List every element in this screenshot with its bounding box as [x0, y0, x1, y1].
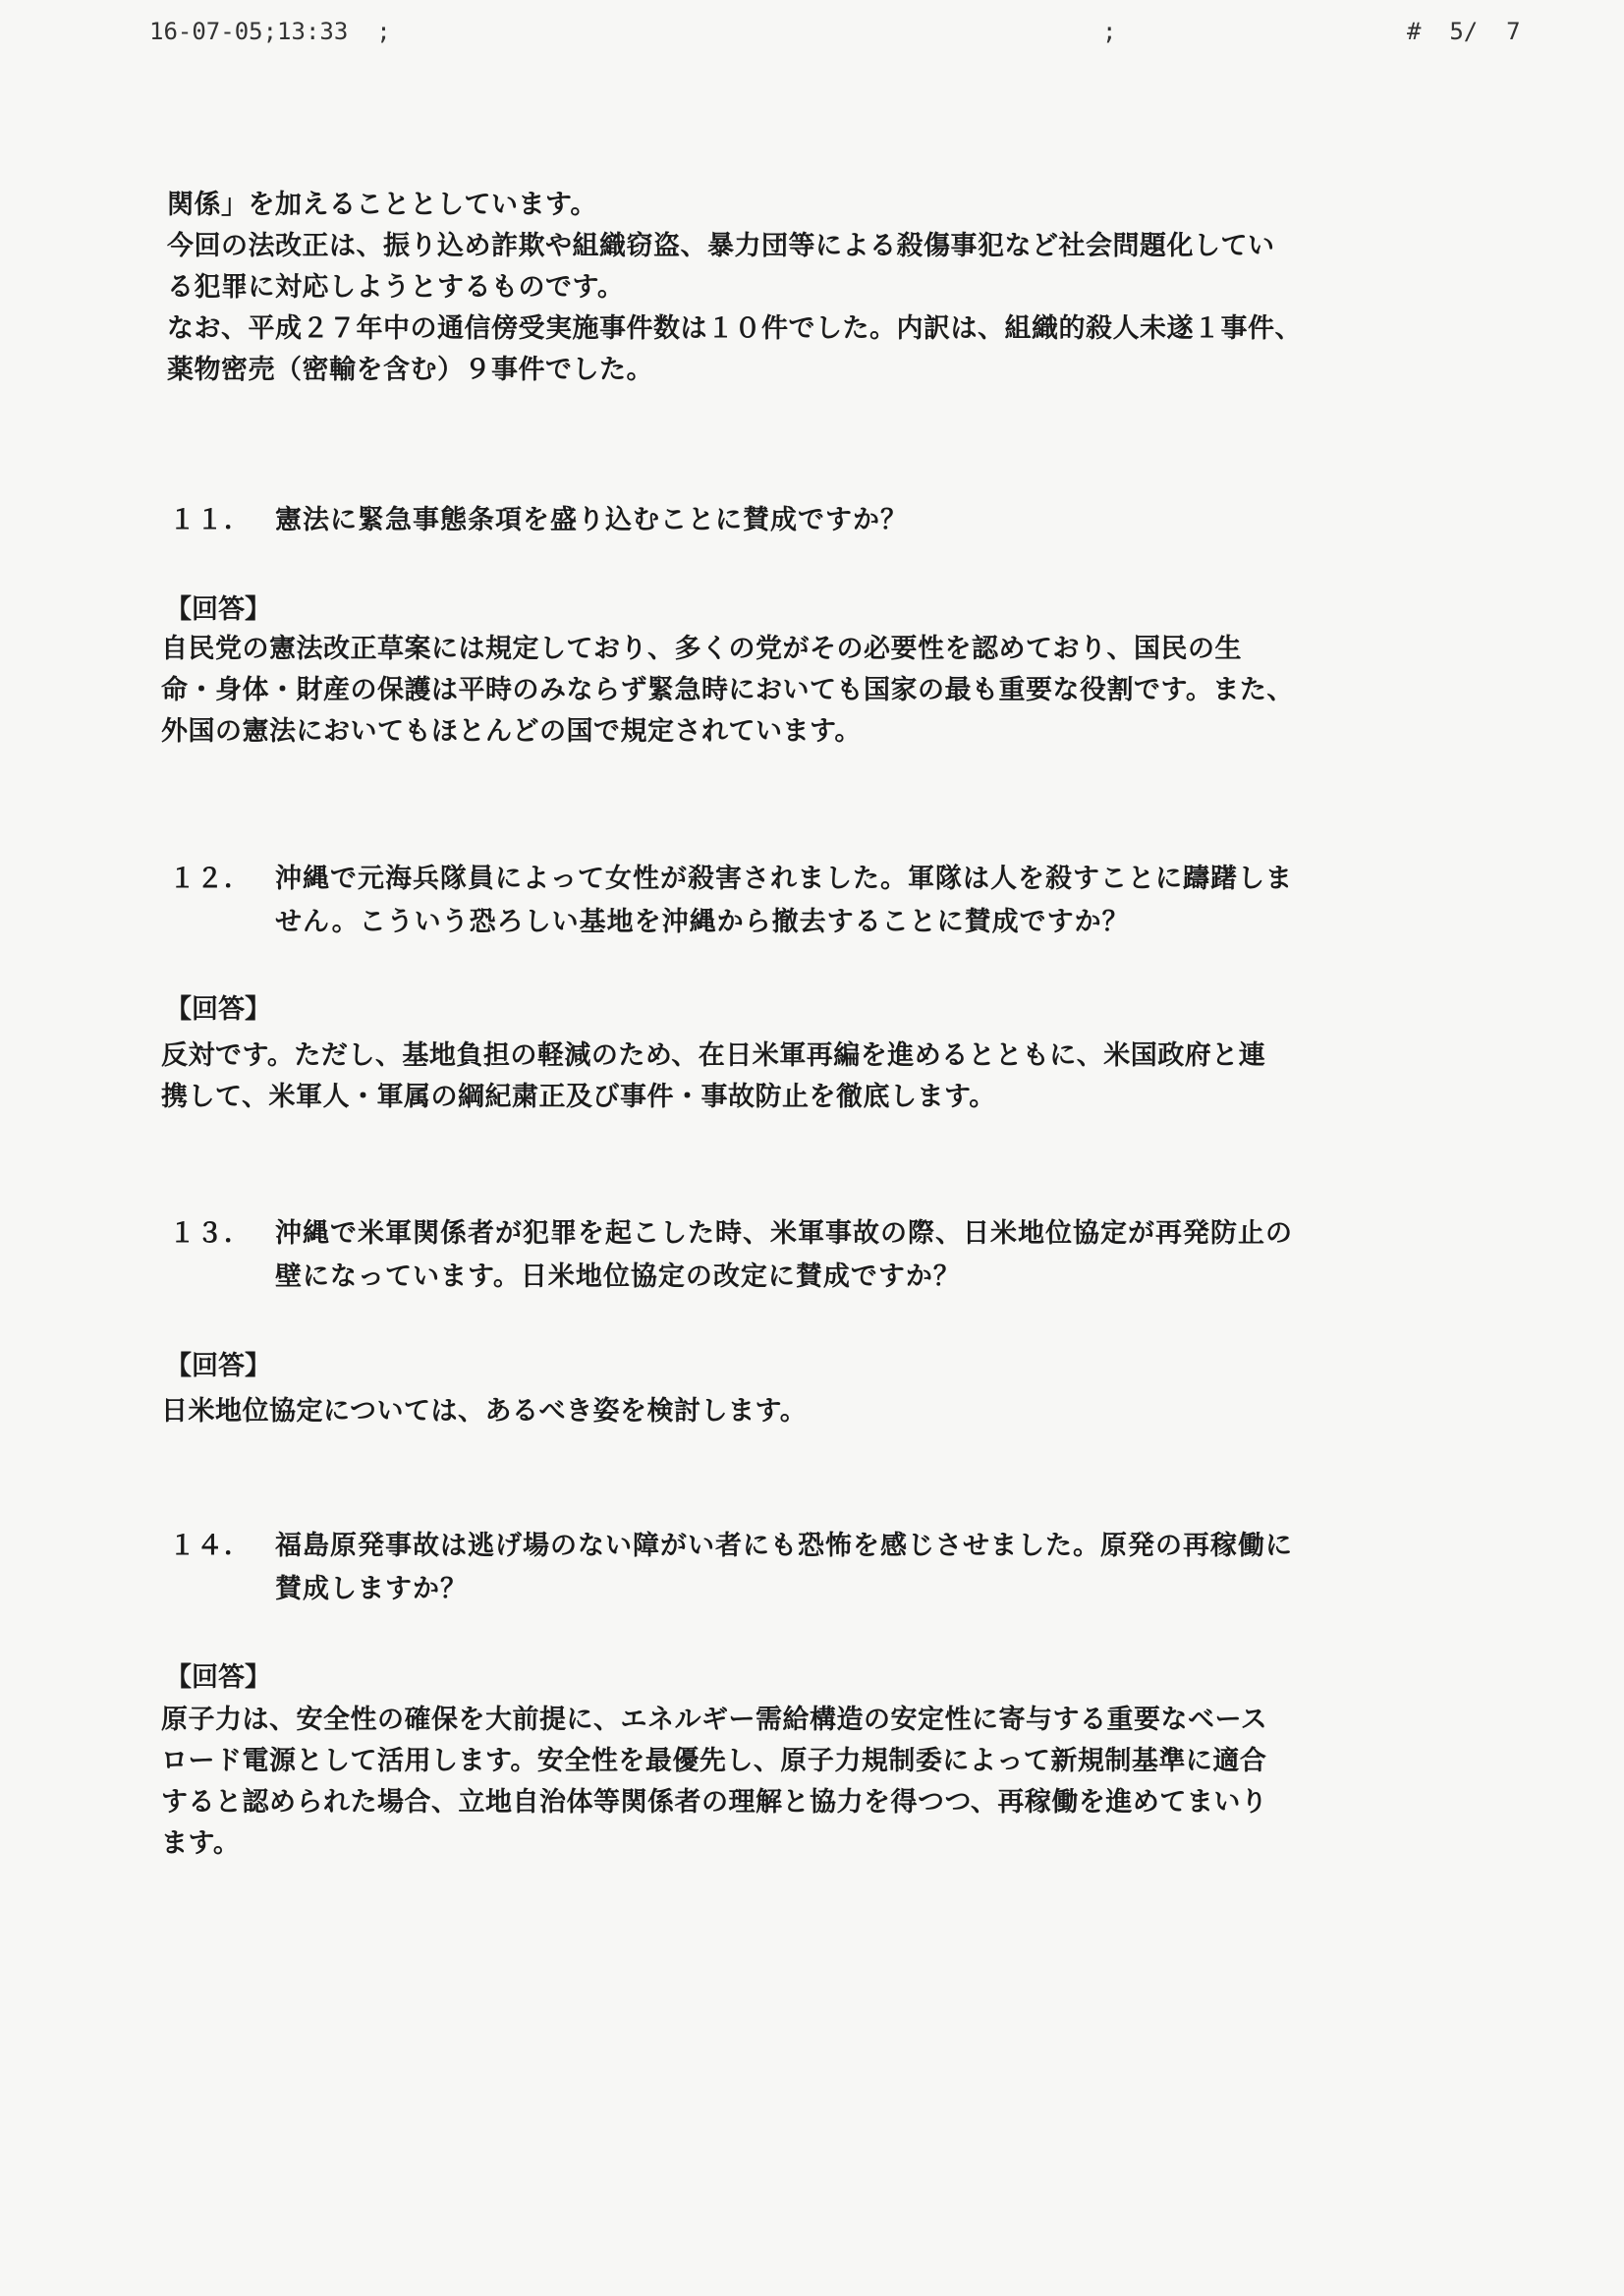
fax-separator: ; [1102, 18, 1117, 45]
answer-11 [161, 629, 1448, 753]
answer-line: 外国の憲法においてもほとんどの国で規定されています。 [161, 716, 862, 747]
answer-line: すると認められた場合、立地自治体等関係者の理解と協力を得つつ、再稼働を進めてまいり [161, 1787, 1268, 1818]
answer-line: ます。 [161, 1828, 241, 1859]
answer-label-11: 【回答】 [165, 594, 271, 625]
question-text: 憲法に緊急事態条項を盛り込むことに賛成ですか？ [275, 505, 908, 535]
answer-line: 自民党の憲法改正草案には規定しており、多くの党がその必要性を認めており、国民の生 [161, 634, 1242, 664]
intro-line: 薬物密売（密輸を含む）９事件でした。 [167, 355, 653, 385]
question-text: 沖縄で元海兵隊員によって女性が殺害されました。軍隊は人を殺すことに躊躇しま [275, 864, 1293, 894]
answer-line: 原子力は、安全性の確保を大前提に、エネルギー需給構造の安定性に寄与する重要なベース [161, 1705, 1268, 1735]
question-number: １３． [169, 1218, 252, 1249]
answer-line: 携して、米軍人・軍属の綱紀粛正及び事件・事故防止を徹底します。 [161, 1082, 996, 1112]
question-12 [169, 858, 1446, 944]
intro-line: 今回の法改正は、振り込め詐欺や組織窃盗、暴力団等による殺傷事犯など社会問題化してい [167, 231, 1275, 261]
answer-line: ロード電源として活用します。安全性を最優先し、原子力規制委によって新規制基準に適合 [161, 1746, 1267, 1776]
question-14 [169, 1525, 1446, 1611]
fax-header [0, 18, 1624, 57]
answer-13 [161, 1391, 1448, 1432]
question-text: せん。こういう恐ろしい基地を沖縄から撤去することに賛成ですか？ [275, 907, 1130, 937]
question-text: 福島原発事故は逃げ場のない障がい者にも恐怖を感じさせました。原発の再稼働に [275, 1531, 1293, 1561]
question-number: １１． [169, 505, 252, 535]
answer-line: 反対です。ただし、基地負担の軽減のため、在日米軍再編を進めるとともに、米国政府と連 [161, 1040, 1266, 1071]
fax-page-info: # 5/ 7 [1407, 18, 1521, 45]
question-number: １４． [169, 1531, 252, 1561]
question-text: 沖縄で米軍関係者が犯罪を起こした時、米軍事故の際、日米地位協定が再発防止の [275, 1218, 1293, 1249]
answer-label-14: 【回答】 [165, 1662, 271, 1693]
answer-14 [161, 1700, 1448, 1865]
question-number: １２． [169, 864, 252, 894]
answer-label-13: 【回答】 [165, 1351, 271, 1381]
answer-label-12: 【回答】 [165, 994, 271, 1025]
question-11 [169, 499, 1446, 542]
question-text: 壁になっています。日米地位協定の改定に賛成ですか？ [275, 1261, 961, 1292]
question-13 [169, 1212, 1446, 1299]
intro-line: る犯罪に対応しようとするものです。 [167, 272, 625, 303]
answer-12 [161, 1036, 1448, 1118]
answer-line: 命・身体・財産の保護は平時のみならず緊急時においても国家の最も重要な役割です。また、 [161, 675, 1294, 705]
question-text: 賛成しますか？ [275, 1574, 468, 1604]
intro-line: 関係」を加えることとしています。 [167, 190, 597, 220]
intro-paragraph [167, 185, 1444, 391]
intro-line: なお、平成２７年中の通信傍受実施事件数は１０件でした。内訳は、組織的殺人未遂１事件、 [167, 313, 1302, 344]
fax-timestamp: 16-07-05;13:33 ; [149, 18, 391, 45]
answer-line: 日米地位協定については、あるべき姿を検討します。 [161, 1396, 808, 1427]
